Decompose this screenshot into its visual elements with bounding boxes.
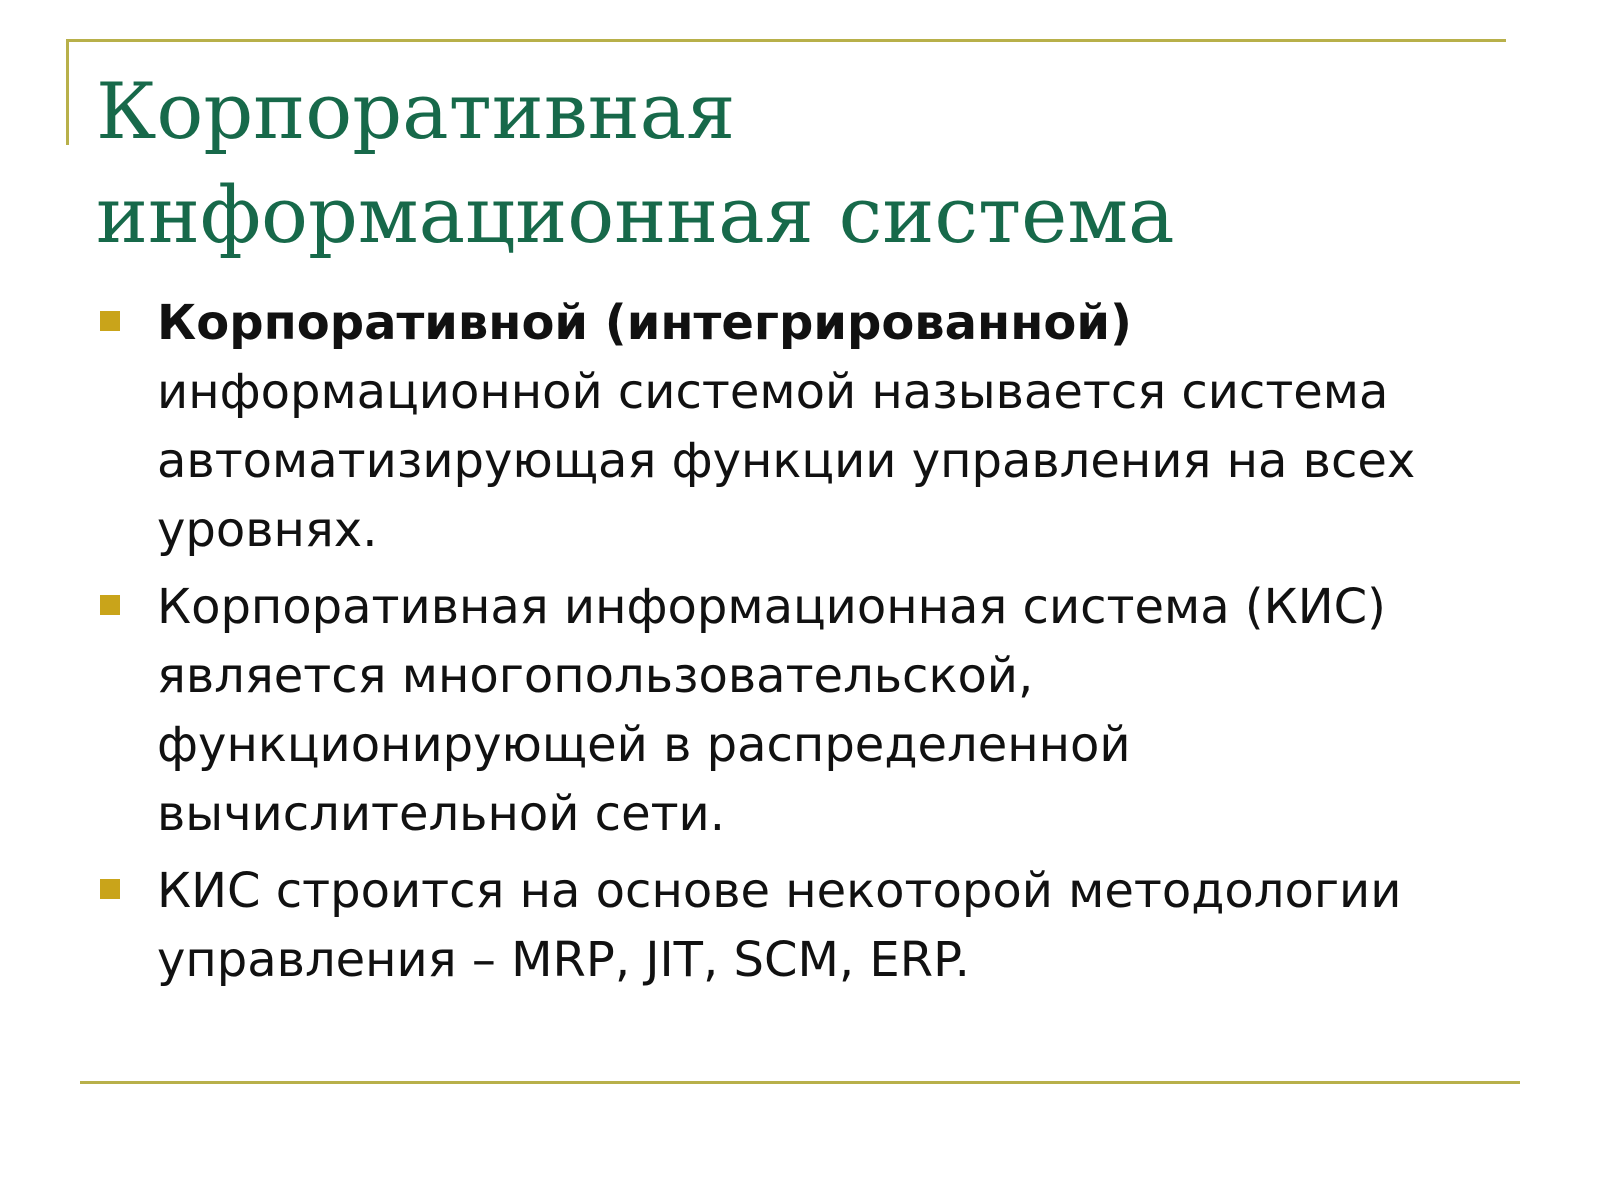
bullet-text-line: вычислительной сети. xyxy=(157,786,726,842)
bullet-text-line: Корпоративной (интегрированной) xyxy=(157,295,1132,351)
title-line: Корпоративная xyxy=(96,67,736,157)
bullet-text-line: управления – MRP, JIT, SCM, ERP. xyxy=(157,932,970,988)
bullet-list xyxy=(100,289,1520,1003)
bullet-item-methodology xyxy=(100,857,1520,995)
bullet-item-definition xyxy=(100,289,1520,565)
bullet-item-kis xyxy=(100,573,1520,849)
left-rule xyxy=(66,39,69,145)
bullet-text-line: информационной системой называется система xyxy=(157,364,1389,420)
bullet-text-line: Корпоративная информационная система (КИС) xyxy=(157,579,1386,635)
title-line: информационная система xyxy=(96,171,1175,261)
square-bullet-icon xyxy=(100,311,120,331)
bullet-text-line: функционирующей в распределенной xyxy=(157,717,1131,773)
bottom-rule xyxy=(80,1081,1520,1084)
bullet-text-line: является многопользовательской, xyxy=(157,648,1034,704)
bullet-text-line: автоматизирующая функции управления на всех xyxy=(157,433,1416,489)
top-rule xyxy=(66,39,1506,42)
bullet-text-line: КИС строится на основе некоторой методологии xyxy=(157,863,1402,919)
bullet-text-line: уровнях. xyxy=(157,502,378,558)
square-bullet-icon xyxy=(100,595,120,615)
slide-title xyxy=(96,60,1175,268)
square-bullet-icon xyxy=(100,879,120,899)
